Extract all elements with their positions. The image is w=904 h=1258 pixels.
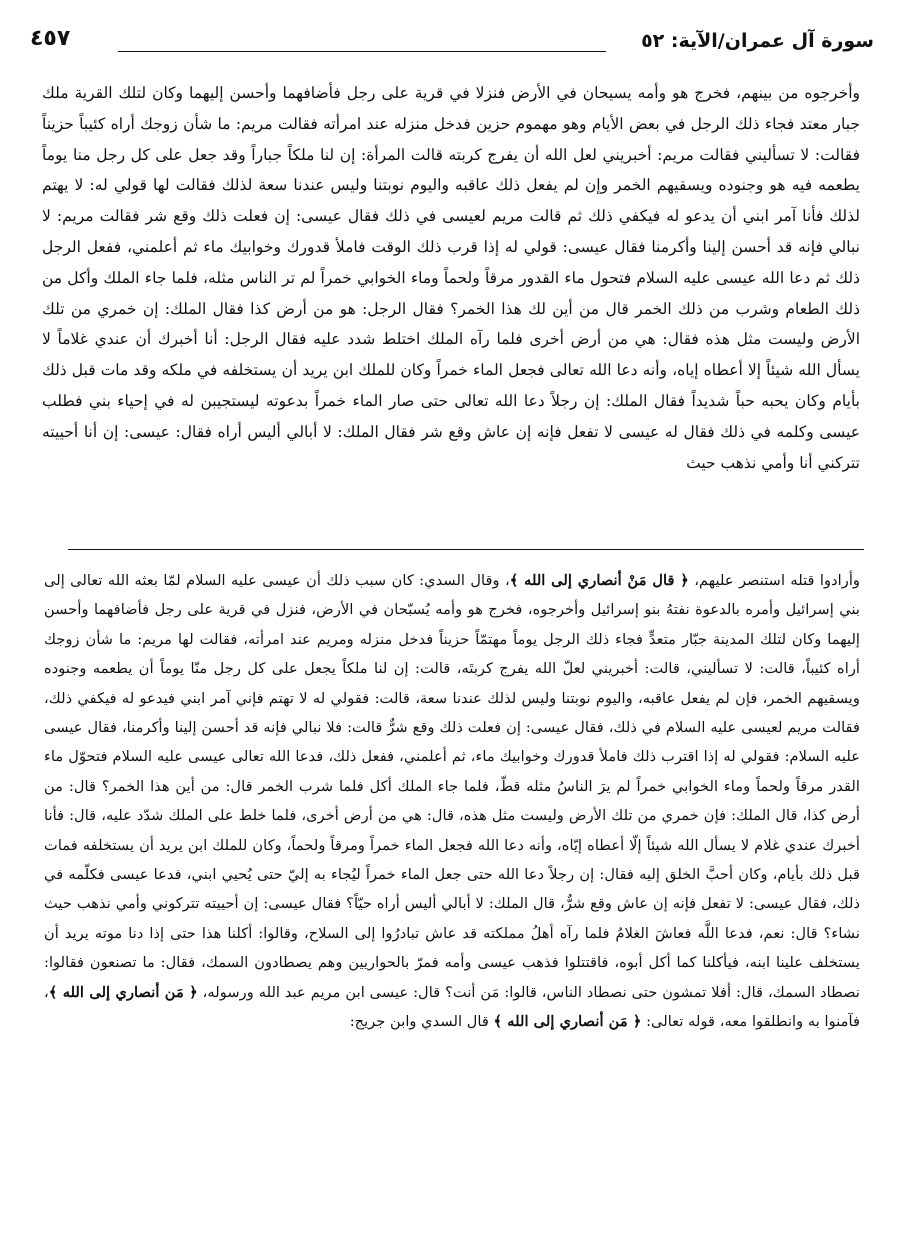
page-header	[30, 24, 874, 62]
quran-quote: ﴿ قال مَنْ أنصاري إلى الله ﴾	[509, 572, 689, 589]
footnote-divider	[68, 549, 864, 550]
footnote-segment: قال السدي وابن جريج:	[349, 1013, 494, 1031]
quran-quote: ﴿ مَن أنصاري إلى الله ﴾	[48, 983, 198, 1001]
main-text: وأخرجوه من بينهم، فخرج هو وأمه يسيحان في الأرض فنزلا في قرية على رجل فأضافهما وأحسن إليهما وكان لتلك القرية ملك جبار معتد فجاء ذلك الرجل في بعض الأيام وهو مهموم حزين فدخل منزله عند امرأته فقالت مريم: ما شأن زوجك أراه كئيباً حزيناً فقالت: لا تسأليني فقالت مريم: أخبريني لعل الله أن يفرج كربته قالت المرأة: إن لنا ملكاً جباراً وقد جعل على كل رجل منا يوماً يطعمه فيه هو وجنوده ويسقيهم الخمر وإن لم يفعل ذلك عاقبه واليوم نوبتنا وليس عندنا سعة لذلك فقالت لها قولي له: لا يهتم لذلك فأنا آمر ابني أن يدعو له فيكفي ذلك ثم قالت مريم لعيسى في ذلك فقال عيسى: إن فعلت ذلك وقع شر فقالت مريم: لا نبالي فإنه قد أحسن إلينا وأكرمنا فقال عيسى: قولي له إذا قرب ذلك الوقت فاملأ قدورك وخوابيك ماء ثم أعلمني، ففعل الرجل ذلك ثم دعا الله عيسى عليه السلام فتحول ماء القدور مرقاً ولحماً وماء الخوابي خمراً لم تر الناس مثله، فلما جاء الملك وأكل من ذلك الطعام وشرب من ذلك الخمر قال من أين لك هذا الخمر؟ فقال الرجل: هو من أرض كذا فقال الملك: إن خمري من تلك الأرض وليست مثل هذه فقال: هي من أرض أخرى فلما رآه الملك اختلط شدد عليه فقال الرجل: أنا أخبرك أن عندي غلاماً لا يسأل الله شيئاً إلا أعطاه إياه، وأنه دعا الله تعالى فجعل الماء خمراً وكان للملك ابن يريد أن يستخلفه في ملكه وقد مات قبل ذلك بأيام وكان يحبه حباً شديداً فقال الملك: إن رجلاً دعا الله تعالى حتى صار الماء خمراً بدعوته ليستجيبن له في إحياء بني فطلب عيسى وكلمه في ذلك فقال له عيسى لا تفعل فإنه إن عاش وقع شر فقال الملك: لا أبالي أليس أراه فقال: عيسى: إن أنا أحييته تتركني أنا وأمي نذهب حيث	[42, 84, 860, 472]
header-rule	[118, 51, 606, 52]
footnote-segment: وأرادوا قتله استنصر عليهم،	[688, 572, 860, 589]
quran-quote: ﴿ مَن أنصاري إلى الله ﴾	[493, 1013, 642, 1031]
footnote-text	[44, 566, 860, 1226]
footnote-segment: ، فآمنوا به وانطلقوا معه، قوله تعالى:	[44, 983, 860, 1031]
page-number: ٤٥٧	[30, 26, 71, 51]
footnote-segment: ، وقال السدي: كان سبب ذلك أن عيسى عليه السلام لمّا بعثه الله تعالى إلى بني إسرائيل وأمره بالدعوة نفتهُ بنو إسرائيل وأخرجوه، فخرج هو وأمه يُسبّحان في الأرض، فنزل في قرية على رجل فأضافهما وأحسن إليهما وكان لتلك المدينة جبّار متعدٍّ فجاء ذلك الرجل يوماً مهتمّاً حزيناً فدخل منزله ومريم عند امرأته، فقالت لها مريم: ما شأن زوجك أراه كئيباً، قالت: لا تسأليني، قالت: أخبريني لعلّ الله يفرج كربتَه، قالت: إن لنا ملكاً يجعل على كل رجل منّا يوماً أن يطعمه وجنوده ويسقيهم الخمر، فإن لم يفعل عاقبه، واليوم نوبتنا وليس لذلك عندنا سعة، قالت: فقولي له لا تهتم فإني آمر ابني فيدعو له فيكفي ذلك، فقالت مريم لعيسى عليه السلام في ذلك، فقال عيسى: إن فعلت ذلك وقع شرٌّ قالت: فلا نبالي فإنه قد أحسن إلينا وأكرمنا، فقال عيسى عليه السلام: فقولي له إذا اقترب ذلك فاملأ قدورك وخوابيك ماء، ثم أعلمني، ففعل ذلك، فدعا الله تعالى عيسى عليه السلام فتحوّل ماء القدر مرقاً ولحماً وماء الخوابي خمراً لم يرَ الناسُ مثله قطّ، فلما جاء الملك أكل فلما شرب الخمر قال: من أين هذا الخمر؟ قال: من أرض كذا، قال الملك: فإن خمري من تلك الأرض وليست مثل هذه، قال: هي من أرض أخرى، فلما خلط على الملك شدّد عليه، قال: فأنا أخبرك عندي غلام لا يسأل الله شيئاً إلّا أعطاه إيّاه، وأنه دعا الله فجعل الماء خمراً ومرقاً ولحماً، وكان للملك ابن يريد أن يستخلفه فمات قبل ذلك بأيام، وكان أحبَّ الخلق إليه فقال: إن رجلاً دعا الله حتى جعل الماء خمراً ليُجاء به إليّ حتى يُحيي ابني، فدعا عيسى فكلّمه في ذلك، فقال عيسى: لا تفعل فإنه إن عاش وقع شرٌّ، قال الملك: لا أبالي أليس أراه حيّاً؟ فقال عيسى: إن أحييته تتركوني وأمي نذهب حيث نشاء؟ قال: نعم، فدعا اللَّه فعاشَ الغلامُ فلما رآه أهلُ مملكته قد عاش تبادرُوا إلى السلاح، وقالوا: أكلنا هذا حتى إذا دنا موته يريد أن يستخلف علينا ابنه، فيأكلنا كما أكل أبوه، فاقتتلوا فذهب عيسى وأمه فمرّ بالحواريين وهم يصطادون السمك، فقال: ما تصنعون فقالوا: نصطاد السمك، قال: أفلا تمشون حتى نصطاد الناس، قالوا: مَن أنت؟ قال: عيسى ابن مريم عبد الله ورسوله،	[44, 572, 860, 1001]
surah-title: سورة آل عمران/الآية: ٥٢	[641, 30, 874, 52]
